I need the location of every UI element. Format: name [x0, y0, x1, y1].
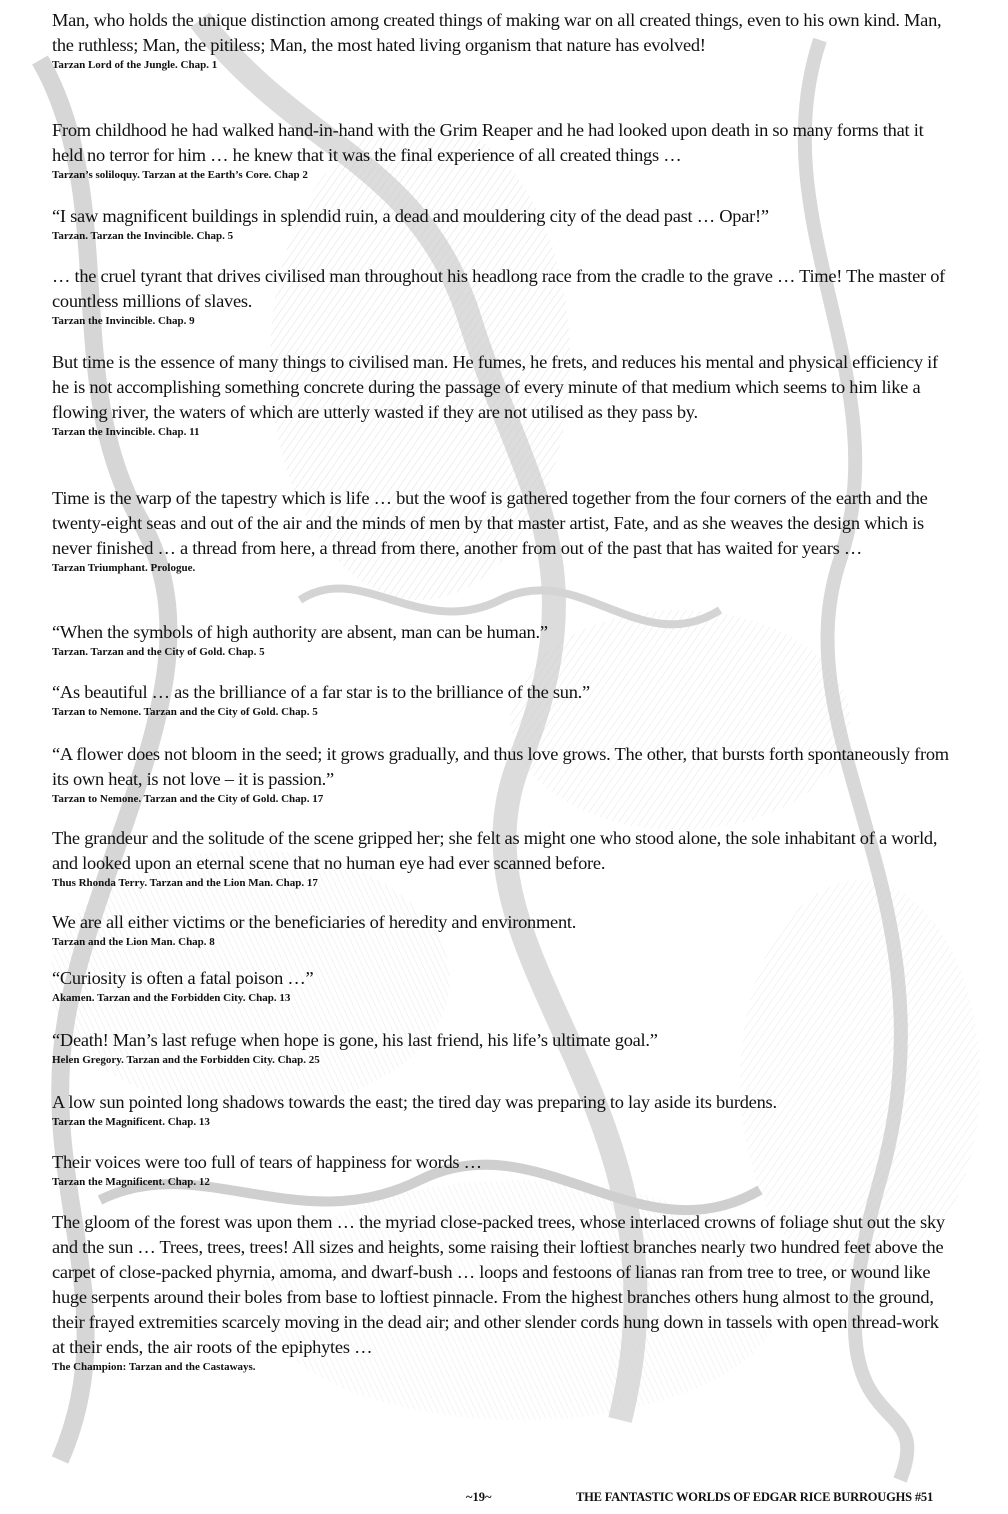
- quote-block: [52, 1028, 952, 1067]
- quote-source: The Champion: Tarzan and the Castaways.: [52, 1361, 256, 1373]
- quote-text: “Curiosity is often a fatal poison …”: [52, 968, 314, 988]
- quote-text: “Death! Man’s last refuge when hope is gone, his last friend, his life’s ultimate goal.”: [52, 1030, 658, 1050]
- quote-text: “When the symbols of high authority are absent, man can be human.”: [52, 622, 548, 642]
- quote-block: [52, 620, 952, 659]
- quote-block: [52, 1150, 952, 1189]
- quote-block: [52, 680, 952, 719]
- quote-source: Tarzan and the Lion Man. Chap. 8: [52, 936, 215, 948]
- quote-source: Tarzan. Tarzan and the City of Gold. Chap. 5: [52, 646, 265, 658]
- quote-source: Tarzan the Invincible. Chap. 11: [52, 426, 200, 438]
- quote-text: Their voices were too full of tears of happiness for words …: [52, 1152, 482, 1172]
- quote-text: The grandeur and the solitude of the scene gripped her; she felt as might one who stood alone, the sole inhabitant of a world, and looked upon an eternal scene that no human eye had ever scanned before.: [52, 828, 938, 873]
- quote-text: But time is the essence of many things to civilised man. He fumes, he frets, and reduces his mental and physical efficiency if he is not accomplishing something concrete during the passage of every minute of that medium which seems to him like a flowing river, the waters of which are utterly wasted if they are not utilised as they pass by.: [52, 352, 938, 422]
- quote-text: Time is the warp of the tapestry which is life … but the woof is gathered together from the four corners of the earth and the twenty-eight seas and out of the air and the minds of men by that master artist, Fate, and as she weaves the design which is never finished … a thread from here, a thread from there, another from out of the past that has waited for years …: [52, 488, 928, 558]
- quote-block: [52, 826, 952, 890]
- quote-text: Man, who holds the unique distinction among created things of making war on all created things, even to his own kind. Man, the ruthless; Man, the pitiless; Man, the most hated living organism that nature has evolved!: [52, 10, 942, 55]
- quote-text: “As beautiful … as the brilliance of a far star is to the brilliance of the sun.”: [52, 682, 590, 702]
- quote-text: … the cruel tyrant that drives civilised man throughout his headlong race from the cradle to the grave … Time! The master of countless millions of slaves.: [52, 266, 946, 311]
- quote-source: Helen Gregory. Tarzan and the Forbidden City. Chap. 25: [52, 1054, 320, 1066]
- quote-source: Thus Rhonda Terry. Tarzan and the Lion Man. Chap. 17: [52, 877, 318, 889]
- quote-block: [52, 204, 952, 243]
- quote-block: [52, 966, 952, 1005]
- quote-source: Tarzan the Magnificent. Chap. 12: [52, 1176, 210, 1188]
- quote-source: Tarzan to Nemone. Tarzan and the City of Gold. Chap. 5: [52, 706, 318, 718]
- quote-block: [52, 350, 952, 439]
- quote-block: [52, 742, 952, 806]
- quote-source: Akamen. Tarzan and the Forbidden City. Chap. 13: [52, 992, 291, 1004]
- quote-text: “A flower does not bloom in the seed; it grows gradually, and thus love grows. The other, that bursts forth spontaneously from its own heat, is not love – it is passion.”: [52, 744, 949, 789]
- quote-source: Tarzan Triumphant. Prologue.: [52, 562, 196, 574]
- quote-text: We are all either victims or the beneficiaries of heredity and environment.: [52, 912, 577, 932]
- quote-source: Tarzan to Nemone. Tarzan and the City of Gold. Chap. 17: [52, 793, 324, 805]
- quote-text: From childhood he had walked hand-in-hand with the Grim Reaper and he had looked upon death in so many forms that it held no terror for him … he knew that it was the final experience of all created things …: [52, 120, 924, 165]
- magazine-title: THE FANTASTIC WORLDS OF EDGAR RICE BURROUGHS #51: [576, 1490, 934, 1504]
- quote-block: [52, 8, 952, 72]
- quote-source: Tarzan Lord of the Jungle. Chap. 1: [52, 59, 218, 71]
- quote-block: [52, 910, 952, 949]
- quote-source: Tarzan the Invincible. Chap. 9: [52, 315, 195, 327]
- quote-source: Tarzan’s soliloquy. Tarzan at the Earth’s Core. Chap 2: [52, 169, 308, 181]
- quote-block: [52, 486, 952, 575]
- quote-text: The gloom of the forest was upon them … the myriad close-packed trees, whose interlaced crowns of foliage shut out the sky and the sun … Trees, trees, trees! All sizes and heights, some raising their loftiest branches nearly two hundred feet above the carpet of close-packed phyrnia, amoma, and dwarf-bush … loops and festoons of lianas ran from tree to tree, or wound like huge serpents around their boles from base to loftiest pinnacle. From the highest branches others hung almost to the ground, their frayed extremities scarcely moving in the dead air; and other slender cords hung down in tassels with open thread-work at their ends, the air roots of the epiphytes …: [52, 1212, 945, 1357]
- quote-text: “I saw magnificent buildings in splendid ruin, a dead and mouldering city of the dead past … Opar!”: [52, 206, 769, 226]
- quote-text: A low sun pointed long shadows towards the east; the tired day was preparing to lay aside its burdens.: [52, 1092, 777, 1112]
- quote-source: Tarzan. Tarzan the Invincible. Chap. 5: [52, 230, 234, 242]
- quote-block: [52, 1210, 952, 1374]
- quote-block: [52, 264, 952, 328]
- page-number: ~19~: [466, 1490, 492, 1504]
- quote-block: [52, 118, 952, 182]
- page-footer: [0, 1490, 1008, 1510]
- quote-block: [52, 1090, 952, 1129]
- quote-source: Tarzan the Magnificent. Chap. 13: [52, 1116, 210, 1128]
